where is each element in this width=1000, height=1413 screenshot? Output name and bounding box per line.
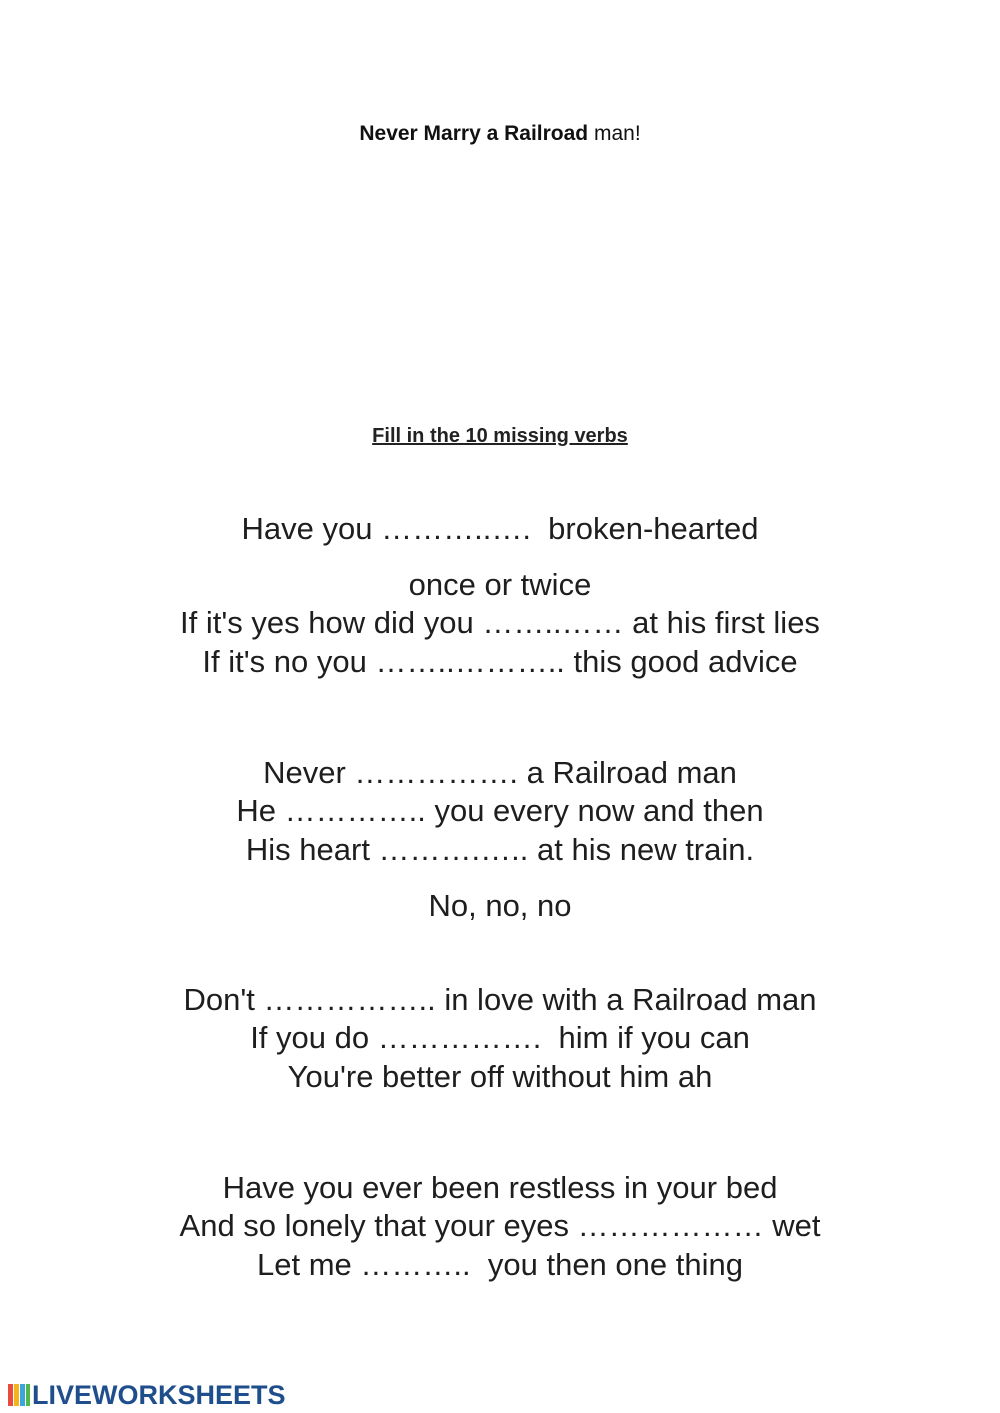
worksheet-title bbox=[0, 122, 1000, 146]
lyric-line: And so lonely that your eyes ……………… wet bbox=[179, 1208, 821, 1243]
liveworksheets-logo-icon bbox=[8, 1382, 30, 1408]
footer-brand bbox=[8, 1378, 286, 1412]
lyric-line: Let me ……….. you then one thing bbox=[257, 1247, 743, 1282]
lyric-line: His heart ……….….. at his new train. bbox=[245, 832, 755, 867]
lyric-line: Have you ………..…. broken-hearted bbox=[241, 511, 759, 546]
title-bold: Never Marry a Railroad bbox=[359, 122, 589, 145]
lyric-line: He ………….. you every now and then bbox=[236, 793, 764, 828]
lyric-line: Never ……………. a Railroad man bbox=[263, 755, 737, 790]
lyric-line: Have you ever been restless in your bed bbox=[222, 1170, 778, 1205]
lyric-line: If it's no you ……..……….. this good advice bbox=[202, 644, 798, 679]
title-rest: man! bbox=[593, 122, 641, 145]
lyric-line: If you do ……………. him if you can bbox=[250, 1020, 750, 1055]
instruction-heading: Fill in the 10 missing verbs bbox=[372, 425, 628, 447]
brand-text: LIVEWORKSHEETS bbox=[32, 1379, 286, 1410]
lyric-line: Don't …………….. in love with a Railroad man bbox=[183, 982, 817, 1017]
lyric-line: If it's yes how did you ……..…… at his first lies bbox=[180, 605, 820, 640]
lyric-line: once or twice bbox=[408, 567, 592, 602]
lyric-line: No, no, no bbox=[428, 888, 572, 923]
lyric-line: You're better off without him ah bbox=[287, 1059, 713, 1094]
